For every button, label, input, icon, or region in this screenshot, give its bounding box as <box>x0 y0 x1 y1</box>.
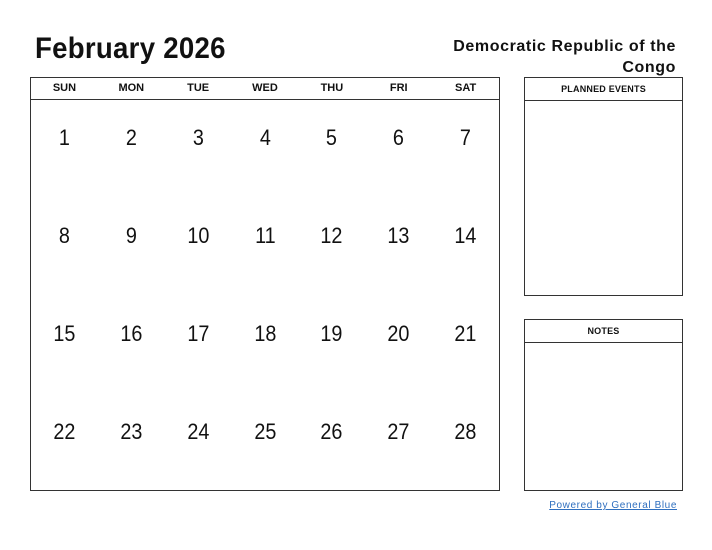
day-cell: 23 <box>120 419 143 444</box>
day-cell: 14 <box>454 223 477 248</box>
day-of-week-fri: FRI <box>389 82 408 94</box>
planned-events-header: PLANNED EVENTS <box>525 78 682 101</box>
week-row <box>31 100 499 198</box>
day-cell: 13 <box>387 223 410 248</box>
day-of-week-thu: THU <box>320 82 344 94</box>
day-cell: 15 <box>53 321 76 346</box>
day-cell: 1 <box>58 125 70 150</box>
day-cell: 16 <box>120 321 143 346</box>
day-cell: 9 <box>125 223 137 248</box>
day-cell: 22 <box>53 419 76 444</box>
page-title: February 2026 <box>35 32 226 65</box>
day-cell: 26 <box>320 419 343 444</box>
day-of-week-header <box>31 78 499 100</box>
day-cell: 24 <box>187 419 210 444</box>
week-row <box>31 296 499 394</box>
day-cell: 10 <box>187 223 210 248</box>
day-of-week-sun: SUN <box>52 82 77 94</box>
planned-events-panel <box>524 77 683 296</box>
day-cell: 28 <box>454 419 477 444</box>
week-row <box>31 198 499 296</box>
day-cell: 12 <box>320 223 343 248</box>
day-of-week-mon: MON <box>118 82 145 94</box>
day-cell: 25 <box>253 419 277 444</box>
notes-panel <box>524 319 683 491</box>
calendar-grid <box>30 77 500 491</box>
day-cell: 18 <box>253 321 277 346</box>
country-name: Democratic Republic of the Congo <box>453 38 676 76</box>
day-cell: 7 <box>460 125 472 150</box>
day-cell: 8 <box>58 223 70 248</box>
day-cell: 20 <box>387 321 410 346</box>
day-cell: 27 <box>387 419 410 444</box>
day-cell: 21 <box>454 321 477 346</box>
powered-by-link[interactable]: Powered by General Blue <box>549 500 677 511</box>
calendar-weeks <box>31 100 499 492</box>
day-of-week-wed: WED <box>252 82 278 94</box>
day-cell: 11 <box>254 223 276 248</box>
day-cell: 3 <box>192 125 204 150</box>
day-of-week-sat: SAT <box>454 82 477 94</box>
day-cell: 5 <box>326 125 338 150</box>
week-row <box>31 394 499 492</box>
day-cell: 2 <box>125 125 137 150</box>
day-cell: 6 <box>393 125 405 150</box>
day-of-week-tue: TUE <box>187 82 210 94</box>
day-cell: 17 <box>187 321 210 346</box>
notes-header: NOTES <box>525 320 682 343</box>
day-cell: 4 <box>259 125 271 150</box>
day-cell: 19 <box>320 321 343 346</box>
